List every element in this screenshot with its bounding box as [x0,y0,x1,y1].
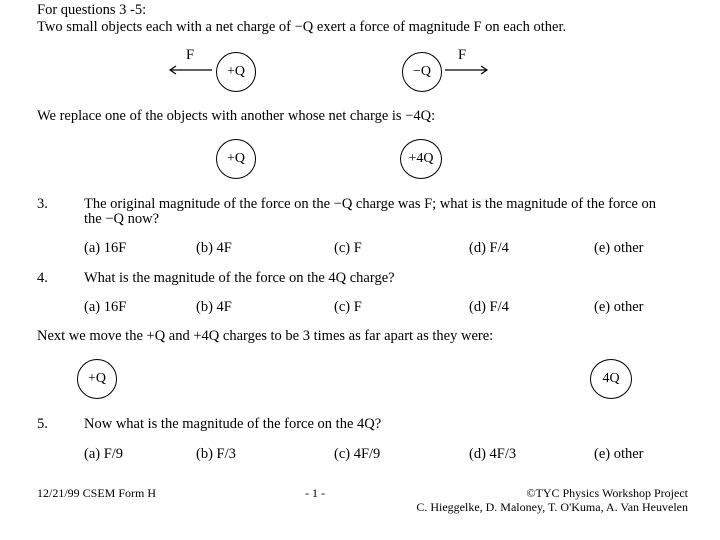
answer-option[interactable]: (e) other [594,446,644,462]
charge-label: +Q [226,64,245,79]
footer-page-number: - 1 - [305,486,325,500]
answer-option[interactable]: (b) 4F [196,299,232,315]
answer-option[interactable]: (c) F [334,299,362,315]
question-number: 3. [37,196,48,212]
charge-circle-plus-q [216,52,256,92]
question-3-text-line1: The original magnitude of the force on the −Q charge was F; what is the magnitude of the force on [84,196,657,212]
question-number: 5. [37,416,48,432]
footer-copyright: ©TYC Physics Workshop Project [526,486,688,500]
answer-option[interactable]: (c) F [334,240,362,256]
answer-option[interactable]: (b) 4F [196,240,232,256]
charge-circle-plus-4q [400,139,442,179]
right-force-arrow-icon [444,65,489,75]
intro-line: Two small objects each with a net charge of −Q exert a force of magnitude F on each other. [37,19,567,35]
question-4-text: What is the magnitude of the force on the 4Q charge? [84,270,395,286]
answer-option[interactable]: (b) F/3 [196,446,236,462]
answer-option[interactable]: (a) 16F [84,240,127,256]
charge-label: 4Q [602,371,620,386]
answer-option[interactable]: (c) 4F/9 [334,446,381,462]
question-5-text: Now what is the magnitude of the force on the 4Q? [84,416,382,432]
answer-option[interactable]: (e) other [594,299,644,315]
question-3-text-line2: the −Q now? [84,211,160,227]
answer-option[interactable]: (d) F/4 [469,299,509,315]
answer-option[interactable]: (a) 16F [84,299,127,315]
charge-label: +Q [226,151,245,166]
left-force-label: F [186,47,195,63]
charge-circle-plus-4q [590,359,632,399]
answer-option[interactable]: (e) other [594,240,644,256]
answer-option[interactable]: (d) 4F/3 [469,446,517,462]
charge-label: +4Q [408,151,434,166]
move-text: Next we move the +Q and +4Q charges to be 3 times as far apart as they were: [37,328,494,344]
intro-heading: For questions 3 -5: [37,2,147,18]
footer-authors: C. Hieggelke, D. Maloney, T. O'Kuma, A. Van Heuvelen [416,500,688,514]
charge-circle-plus-q [77,359,117,399]
answer-option[interactable]: (a) F/9 [84,446,124,462]
question-number: 4. [37,270,48,286]
charge-label: −Q [412,64,431,79]
charge-label: +Q [87,371,106,386]
replace-text: We replace one of the objects with another whose net charge is −4Q: [37,108,436,124]
answer-option[interactable]: (d) F/4 [469,240,509,256]
charge-circle-plus-q [216,139,256,179]
right-force-label: F [458,47,467,63]
charge-circle-minus-q [402,52,442,92]
left-force-arrow-icon [168,65,213,75]
footer-left: 12/21/99 CSEM Form H [37,486,157,500]
